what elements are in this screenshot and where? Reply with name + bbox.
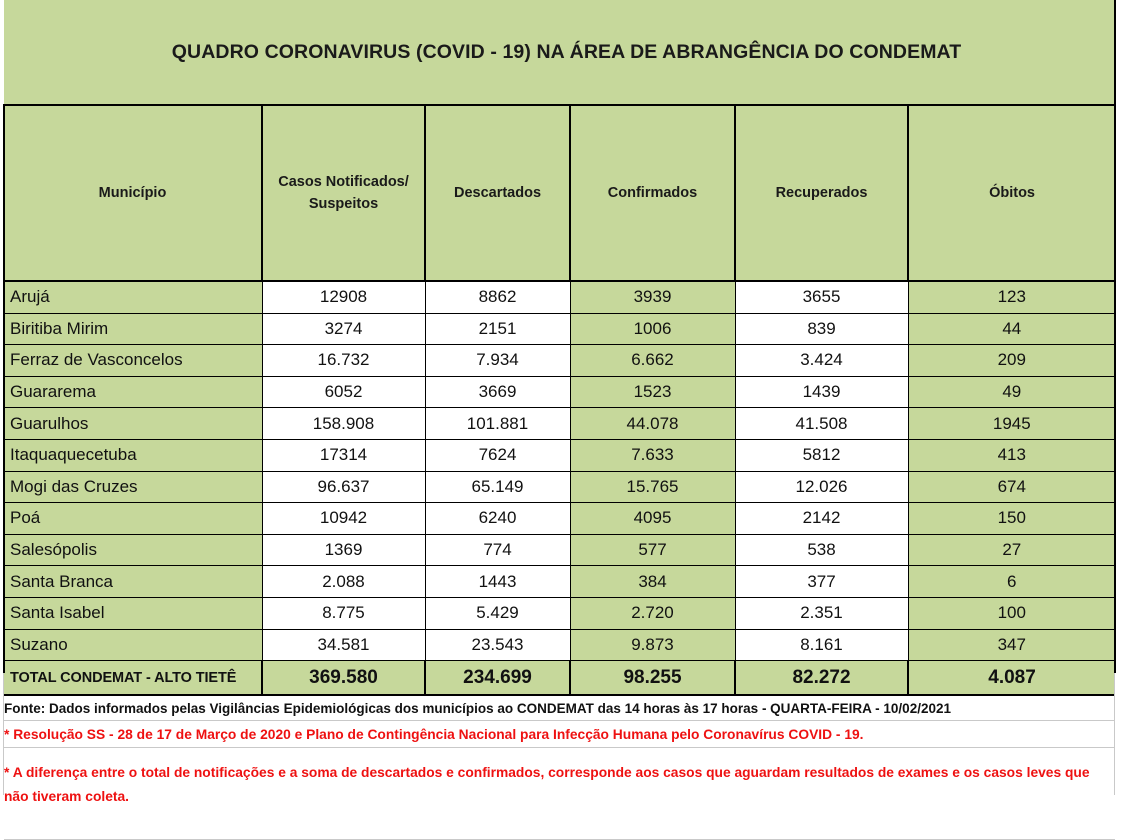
table-row — [4, 503, 1115, 535]
column-header-recuperados — [735, 105, 908, 281]
cell-recuperados: 839 — [735, 313, 908, 345]
cell-obitos: 27 — [908, 534, 1115, 566]
cell-recuperados: 3.424 — [735, 345, 908, 377]
cell-descartados: 2151 — [425, 313, 570, 345]
cell-municipio: Guarulhos — [4, 408, 262, 440]
cell-descartados: 7.934 — [425, 345, 570, 377]
cell-notificados: 17314 — [262, 439, 425, 471]
cell-notificados: 12908 — [262, 281, 425, 313]
cell-notificados: 6052 — [262, 376, 425, 408]
total-recuperados: 82.272 — [735, 661, 908, 696]
cell-notificados: 158.908 — [262, 408, 425, 440]
cell-confirmados: 15.765 — [570, 471, 735, 503]
cell-recuperados: 2.351 — [735, 597, 908, 629]
cell-descartados: 774 — [425, 534, 570, 566]
cell-confirmados: 9.873 — [570, 629, 735, 661]
cell-municipio: Suzano — [4, 629, 262, 661]
column-header-label-line1: Casos Notificados/ — [278, 173, 409, 190]
column-header-descartados — [425, 105, 570, 281]
total-notificados: 369.580 — [262, 661, 425, 696]
cell-notificados: 16.732 — [262, 345, 425, 377]
note-diferenca: * A diferença entre o total de notificações e a soma de descartados e confirmados, corresponde aos casos que aguardam resultados de exames e os casos leves que não tiveram coleta. — [4, 748, 1115, 840]
cell-descartados: 101.881 — [425, 408, 570, 440]
table-header-row — [4, 105, 1115, 281]
cell-recuperados: 3655 — [735, 281, 908, 313]
cell-recuperados: 538 — [735, 534, 908, 566]
table-row — [4, 597, 1115, 629]
cell-notificados: 96.637 — [262, 471, 425, 503]
cell-obitos: 123 — [908, 281, 1115, 313]
cell-notificados: 8.775 — [262, 597, 425, 629]
cell-recuperados: 2142 — [735, 503, 908, 535]
cell-descartados: 8862 — [425, 281, 570, 313]
cell-obitos: 209 — [908, 345, 1115, 377]
cell-obitos: 674 — [908, 471, 1115, 503]
total-confirmados: 98.255 — [570, 661, 735, 696]
cell-confirmados: 4095 — [570, 503, 735, 535]
cell-notificados: 34.581 — [262, 629, 425, 661]
column-header-label: Óbitos — [989, 184, 1035, 201]
cell-notificados: 3274 — [262, 313, 425, 345]
column-header-confirmados — [570, 105, 735, 281]
table-row — [4, 376, 1115, 408]
notes-left-border — [3, 673, 4, 795]
cell-obitos: 6 — [908, 566, 1115, 598]
covid-table — [4, 0, 1115, 840]
cell-confirmados: 3939 — [570, 281, 735, 313]
column-header-label: Confirmados — [607, 184, 698, 201]
cell-recuperados: 41.508 — [735, 408, 908, 440]
cell-confirmados: 1006 — [570, 313, 735, 345]
table-row — [4, 566, 1115, 598]
cell-descartados: 1443 — [425, 566, 570, 598]
total-row — [4, 661, 1115, 696]
cell-obitos: 1945 — [908, 408, 1115, 440]
page-title: QUADRO CORONAVIRUS (COVID - 19) NA ÁREA DE ABRANGÊNCIA DO CONDEMAT — [171, 40, 962, 63]
cell-municipio: Salesópolis — [4, 534, 262, 566]
cell-municipio: Arujá — [4, 281, 262, 313]
cell-recuperados: 12.026 — [735, 471, 908, 503]
column-header-label: Município — [98, 184, 167, 201]
column-header-municipio — [4, 105, 262, 281]
cell-confirmados: 1523 — [570, 376, 735, 408]
cell-notificados: 2.088 — [262, 566, 425, 598]
cell-descartados: 5.429 — [425, 597, 570, 629]
cell-municipio: Poá — [4, 503, 262, 535]
cell-recuperados: 1439 — [735, 376, 908, 408]
cell-recuperados: 377 — [735, 566, 908, 598]
table-row — [4, 281, 1115, 313]
column-header-notificados — [262, 105, 425, 281]
table-right-border — [1114, 0, 1116, 673]
note-resolucao: * Resolução SS - 28 de 17 de Março de 2020 e Plano de Contingência Nacional para Infecção Humana pelo Coronavírus COVID - 19. — [4, 721, 1115, 748]
source-note: Fonte: Dados informados pelas Vigilâncias Epidemiológicas dos municípios ao CONDEMAT das 14 horas às 17 horas - QUARTA-FEIRA - 10/02/2021 — [4, 695, 1115, 721]
cell-confirmados: 6.662 — [570, 345, 735, 377]
cell-obitos: 413 — [908, 439, 1115, 471]
total-label: TOTAL CONDEMAT - ALTO TIETÊ — [4, 661, 262, 696]
cell-obitos: 150 — [908, 503, 1115, 535]
cell-descartados: 65.149 — [425, 471, 570, 503]
table-row — [4, 534, 1115, 566]
note-2-row — [4, 748, 1115, 840]
cell-municipio: Mogi das Cruzes — [4, 471, 262, 503]
table-row — [4, 313, 1115, 345]
column-header-obitos — [908, 105, 1115, 281]
column-header-label: Recuperados — [775, 184, 868, 201]
cell-municipio: Ferraz de Vasconcelos — [4, 345, 262, 377]
table-row — [4, 471, 1115, 503]
cell-municipio: Itaquaquecetuba — [4, 439, 262, 471]
column-header-label-line2: Suspeitos — [308, 196, 379, 212]
column-header-label: Descartados — [453, 184, 542, 201]
cell-confirmados: 44.078 — [570, 408, 735, 440]
total-descartados: 234.699 — [425, 661, 570, 696]
cell-municipio: Santa Branca — [4, 566, 262, 598]
table-row — [4, 629, 1115, 661]
cell-municipio: Guararema — [4, 376, 262, 408]
table-row — [4, 408, 1115, 440]
cell-obitos: 44 — [908, 313, 1115, 345]
note-1-row — [4, 721, 1115, 748]
cell-municipio: Biritiba Mirim — [4, 313, 262, 345]
cell-notificados: 1369 — [262, 534, 425, 566]
cell-recuperados: 8.161 — [735, 629, 908, 661]
cell-descartados: 3669 — [425, 376, 570, 408]
table-row — [4, 439, 1115, 471]
cell-descartados: 23.543 — [425, 629, 570, 661]
notes-right-border — [1114, 673, 1115, 795]
table-row — [4, 345, 1115, 377]
cell-obitos: 347 — [908, 629, 1115, 661]
title-cell — [4, 0, 1115, 105]
cell-obitos: 100 — [908, 597, 1115, 629]
total-obitos: 4.087 — [908, 661, 1115, 696]
cell-confirmados: 384 — [570, 566, 735, 598]
cell-municipio: Santa Isabel — [4, 597, 262, 629]
cell-recuperados: 5812 — [735, 439, 908, 471]
cell-confirmados: 7.633 — [570, 439, 735, 471]
source-note-row — [4, 695, 1115, 721]
title-row — [4, 0, 1115, 105]
cell-descartados: 6240 — [425, 503, 570, 535]
cell-notificados: 10942 — [262, 503, 425, 535]
cell-descartados: 7624 — [425, 439, 570, 471]
cell-confirmados: 2.720 — [570, 597, 735, 629]
table-left-border — [3, 104, 5, 673]
cell-confirmados: 577 — [570, 534, 735, 566]
cell-obitos: 49 — [908, 376, 1115, 408]
